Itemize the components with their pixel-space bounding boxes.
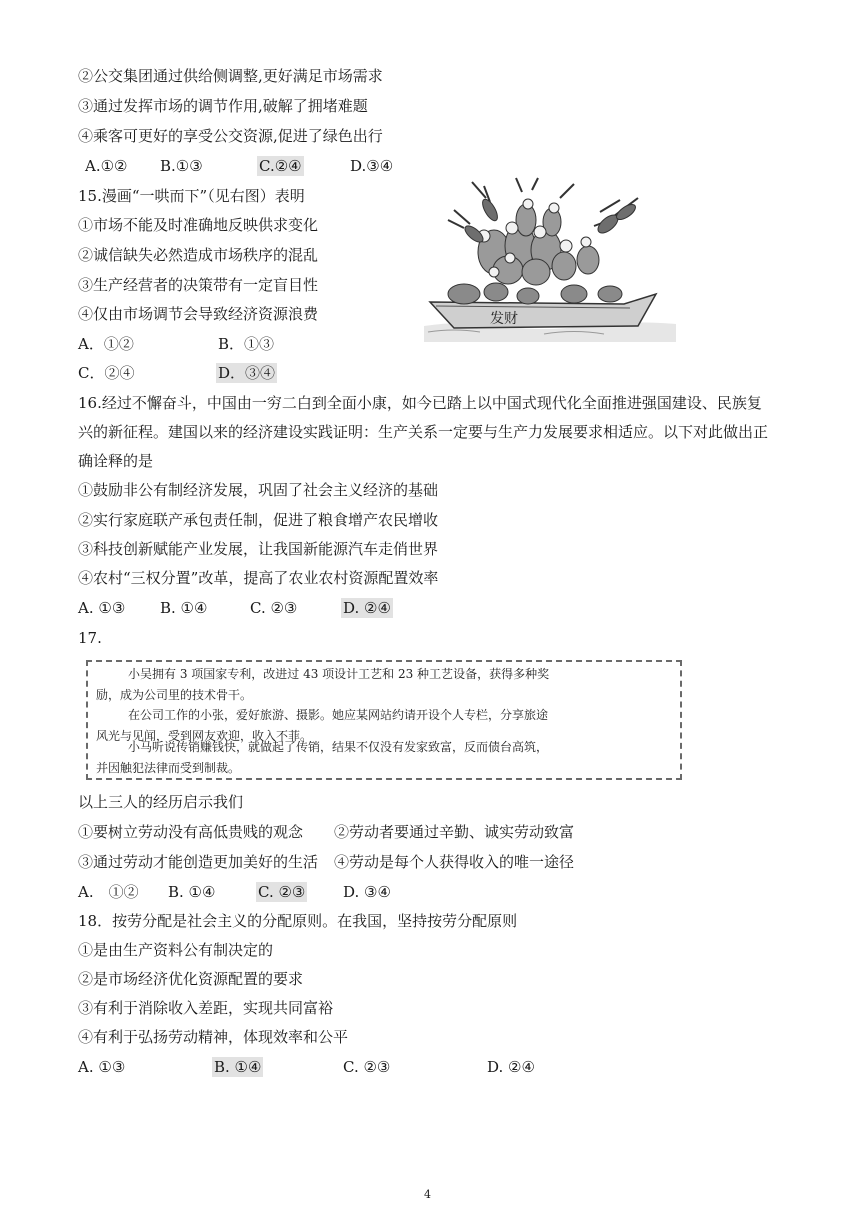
q18-item-4: ④有利于弘扬劳动精神，体现效率和公平	[78, 1028, 349, 1046]
q16-item-4: ④农村“三权分置”改革，提高了农业农村资源配置效率	[78, 569, 439, 587]
q14-item-3: ③通过发挥市场的调节作用,破解了拥堵难题	[78, 97, 368, 115]
q15-option-d-answer: D．③④	[218, 364, 276, 382]
q17-option-d: D. ③④	[343, 883, 391, 901]
q18-item-3: ③有利于消除收入差距，实现共同富裕	[78, 999, 334, 1017]
q14-option-d: D.③④	[350, 157, 394, 175]
page-number: 4	[424, 1188, 431, 1201]
q16-option-a: A. ①③	[78, 599, 126, 617]
q14-option-c-answer: C.②④	[259, 157, 302, 175]
q17-material-box	[86, 660, 682, 780]
q16-option-c: C. ②③	[250, 599, 298, 617]
q16-item-1: ①鼓励非公有制经济发展，巩固了社会主义经济的基础	[78, 481, 439, 499]
q14-option-b: B.①③	[160, 157, 203, 175]
q17-item-2: ②劳动者要通过辛勤、诚实劳动致富	[334, 823, 575, 841]
q15-item-2: ②诚信缺失必然造成市场秩序的混乱	[78, 246, 319, 264]
boat-label: 发财	[490, 311, 518, 327]
q16-item-2: ②实行家庭联产承包责任制，促进了粮食增产农民增收	[78, 511, 439, 529]
q16-item-3: ③科技创新赋能产业发展，让我国新能源汽车走俏世界	[78, 540, 439, 558]
q14-option-a: A.①②	[85, 157, 128, 175]
q16-option-d-answer: D. ②④	[343, 599, 391, 617]
q17-material-paragraph-3: 小马听说传销赚钱快，就做起了传销，结果不仅没有发家致富，反而债台高筑， 并因触犯法律而受到制裁。	[96, 740, 549, 775]
q17-option-b: B. ①④	[168, 883, 216, 901]
q17-option-a: A. ①②	[78, 883, 139, 901]
q17-item-3: ③通过劳动才能创造更加美好的生活	[78, 853, 319, 871]
q15-option-c: C．②④	[78, 364, 135, 382]
q15-option-b: B．①③	[218, 335, 275, 353]
q15-item-1: ①市场不能及时准确地反映供求变化	[78, 216, 319, 234]
q15-item-4: ④仅由市场调节会导致经济资源浪费	[78, 305, 319, 323]
q17-option-c-answer: C. ②③	[258, 883, 306, 901]
q16-stem-line-1: 16.经过不懈奋斗，中国由一穷二白到全面小康，如今已踏上以中国式现代化全面推进强国建设、民族复	[78, 394, 762, 412]
q18-option-d: D. ②④	[487, 1058, 535, 1076]
q18-option-b-answer: B. ①④	[214, 1058, 262, 1076]
q16-stem-line-2: 兴的新征程。建国以来的经济建设实践证明：生产关系一定要与生产力发展要求相适应。以下对此做出正	[78, 423, 769, 441]
q18-option-a: A. ①③	[78, 1058, 126, 1076]
q18-item-1: ①是由生产资料公有制决定的	[78, 941, 274, 959]
q17-number: 17.	[78, 629, 102, 647]
q18-stem: 18．按劳分配是社会主义的分配原则。在我国，坚持按劳分配原则	[78, 912, 518, 930]
q14-item-2: ②公交集团通过供给侧调整,更好满足市场需求	[78, 67, 383, 85]
q17-material-paragraph-1: 小吴拥有 3 项国家专利，改进过 43 项设计工艺和 23 种工艺设备，获得多种奖 励，成为公司里的技术骨干。	[96, 667, 550, 702]
q17-stem: 以上三人的经历启示我们	[78, 793, 244, 811]
q16-option-b: B. ①④	[160, 599, 208, 617]
q18-item-2: ②是市场经济优化资源配置的要求	[78, 970, 304, 988]
cartoon-illustration	[424, 176, 676, 342]
q17-item-4: ④劳动是每个人获得收入的唯一途径	[334, 853, 575, 871]
q15-option-a: A．①②	[78, 335, 134, 353]
q14-item-4: ④乘客可更好的享受公交资源,促进了绿色出行	[78, 127, 383, 145]
q18-option-c: C. ②③	[343, 1058, 391, 1076]
q17-material-paragraph-2: 在公司工作的小张，爱好旅游、摄影。她应某网站约请开设个人专栏，分享旅途 风光与见闻，受到网友欢迎，收入不菲。	[96, 708, 549, 743]
q15-stem: 15.漫画“一哄而下”（见右图）表明	[78, 187, 305, 205]
q16-stem-line-3: 确诠释的是	[78, 452, 154, 470]
q17-item-1: ①要树立劳动没有高低贵贱的观念	[78, 823, 304, 841]
q15-item-3: ③生产经营者的决策带有一定盲目性	[78, 276, 319, 294]
